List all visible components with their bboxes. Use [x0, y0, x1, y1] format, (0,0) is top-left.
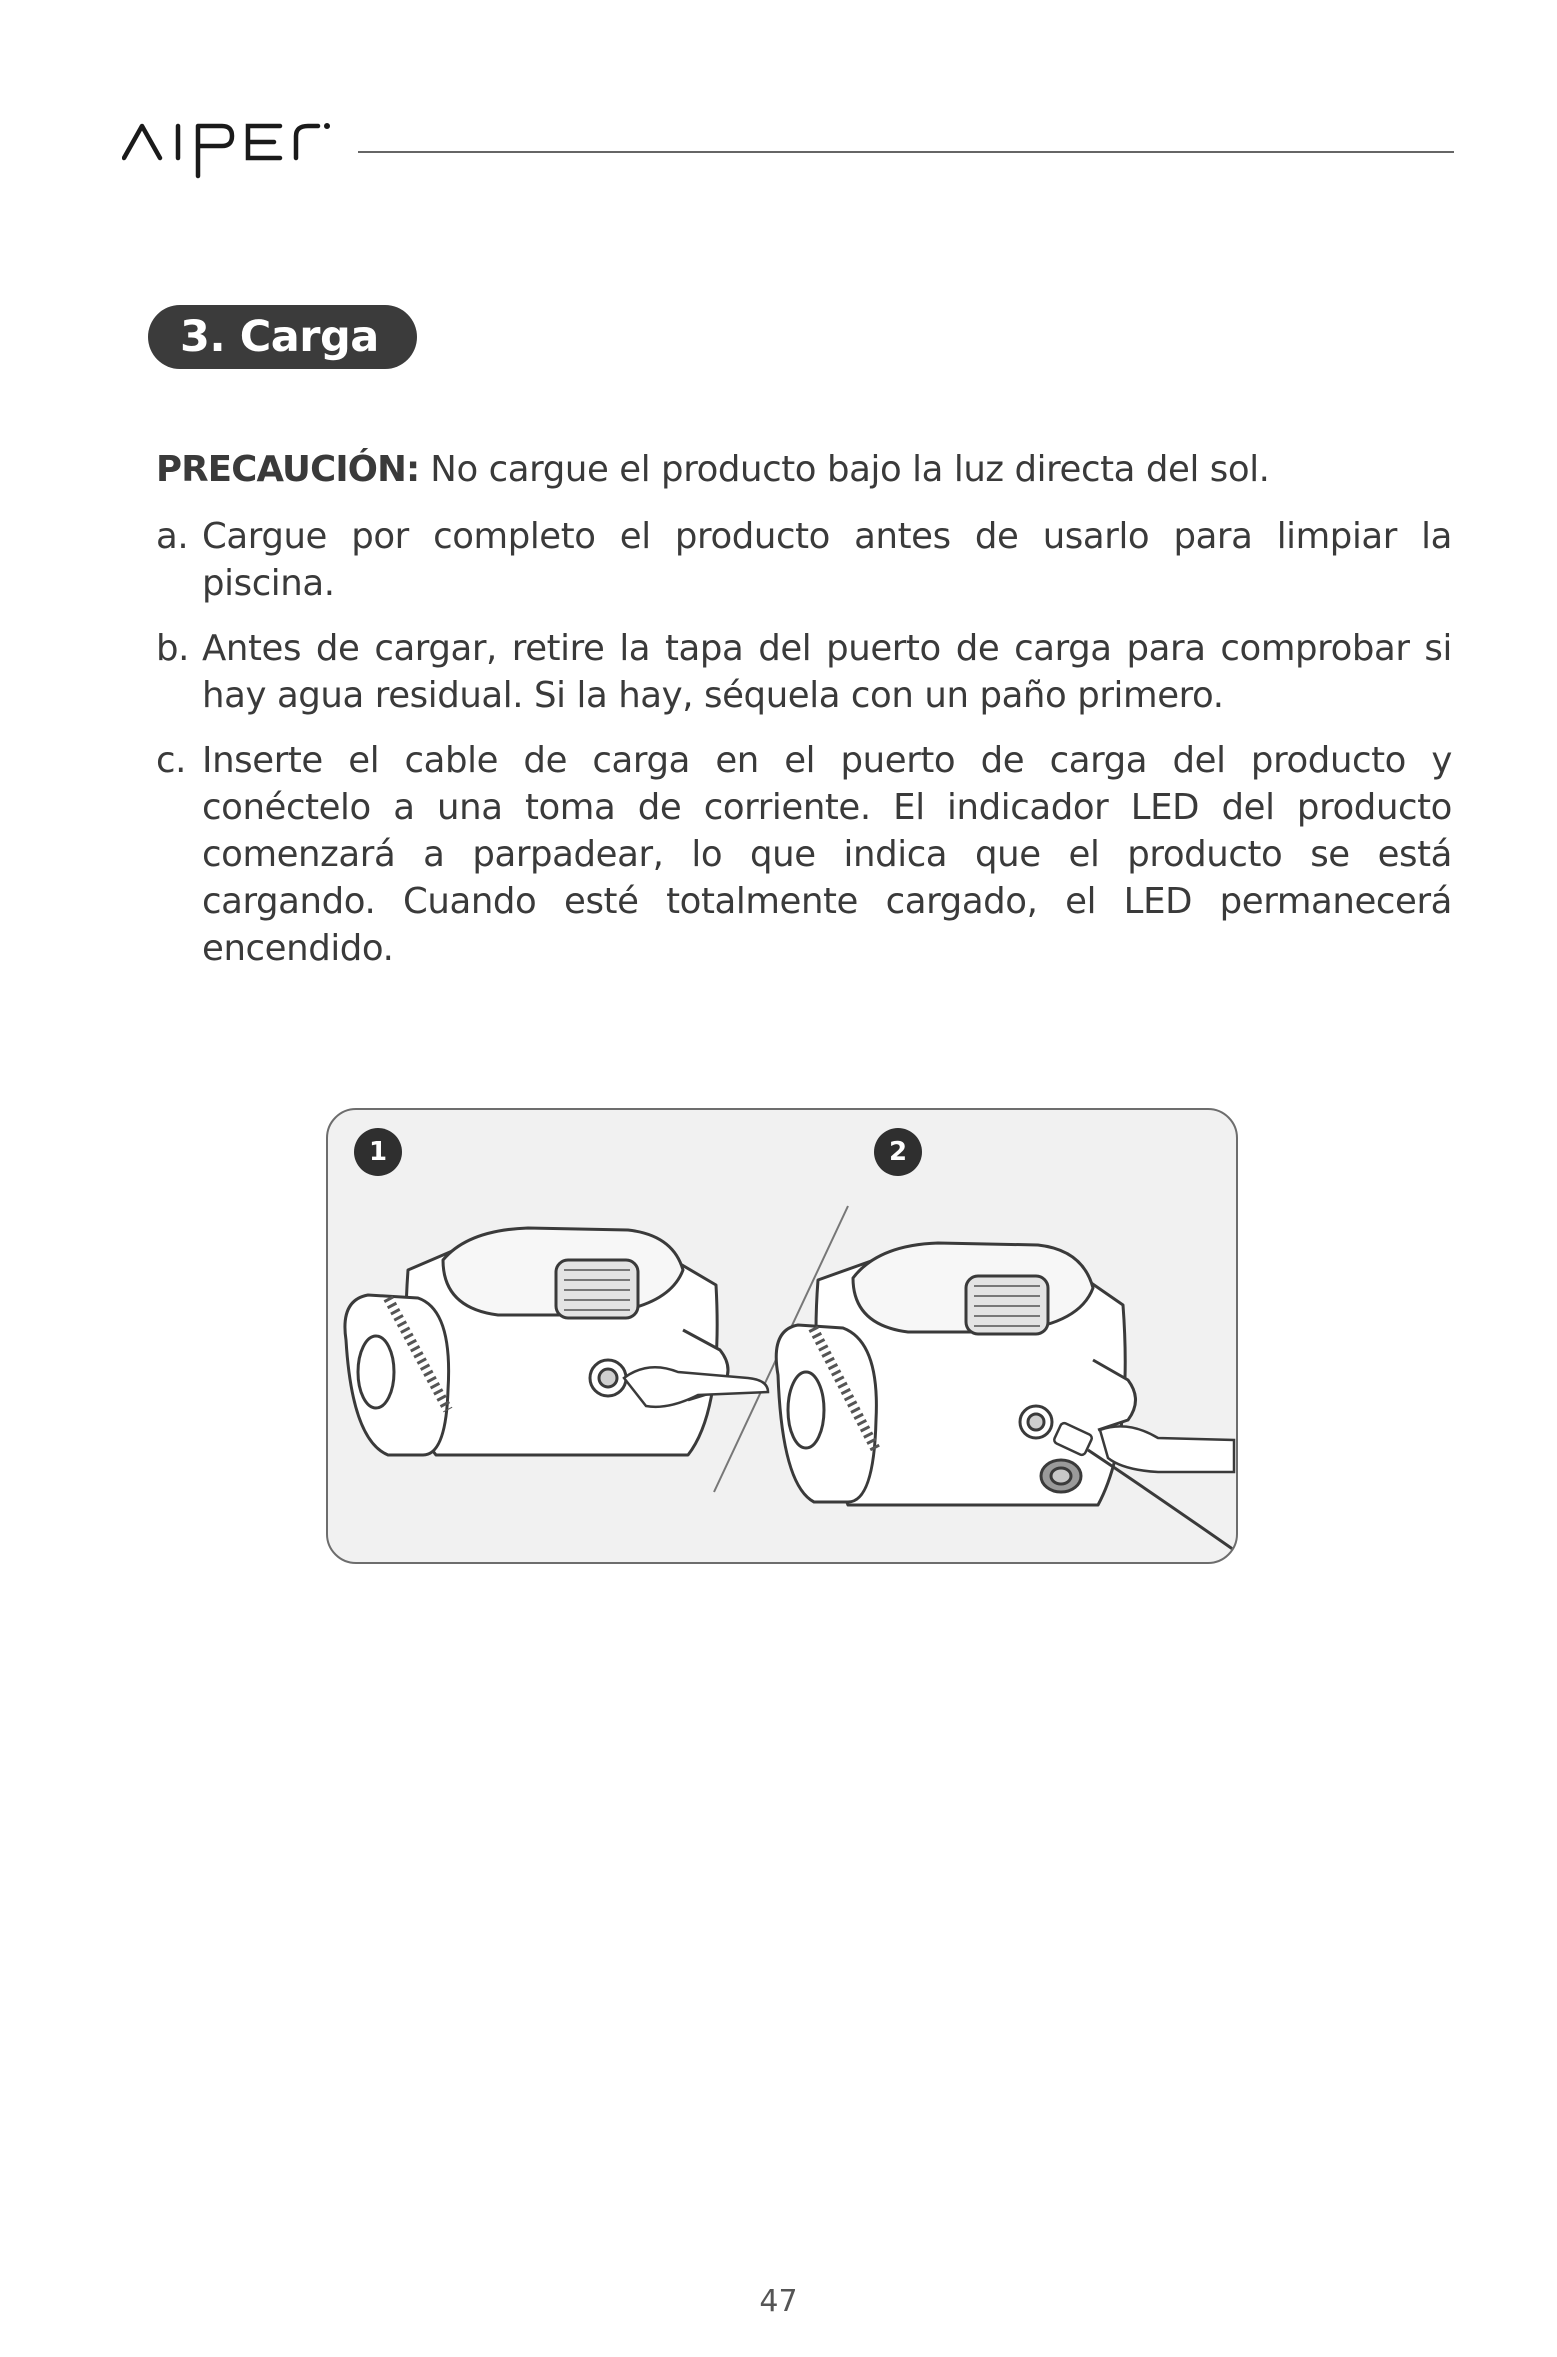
caution-text: No cargue el producto bajo la luz directa del sol. [419, 449, 1270, 490]
robot-illustration [328, 1110, 1236, 1562]
header-rule [358, 151, 1454, 153]
step-badge-2: 2 [874, 1128, 922, 1176]
brand-logo [122, 118, 332, 180]
step-item [156, 737, 1452, 972]
step-text: Cargue por completo el producto antes de usarlo para limpiar la piscina. [202, 516, 1452, 604]
instructions [156, 446, 1452, 990]
page-number: 47 [759, 2284, 798, 2319]
charging-illustration [326, 1108, 1238, 1564]
hand-icon [1100, 1426, 1234, 1472]
step-item [156, 513, 1452, 607]
robot-right-icon [776, 1243, 1135, 1505]
step-marker: c. [156, 740, 187, 781]
caution-label: PRECAUCIÓN: [156, 449, 420, 490]
step-badge-1: 1 [354, 1128, 402, 1176]
robot-left-icon [345, 1228, 728, 1455]
step-text: Antes de cargar, retire la tapa del puerto de carga para comprobar si hay agua residual. Si la hay, séquela con un paño primero. [202, 628, 1452, 716]
caution-note [156, 446, 1452, 493]
step-marker: a. [156, 516, 189, 557]
step-item [156, 625, 1452, 719]
step-marker: b. [156, 628, 190, 669]
step-text: Inserte el cable de carga en el puerto de carga del producto y conéctelo a una toma de corriente. El indicador LED del producto comenzará a parpadear, lo que indica que el producto se está cargando. Cuando esté totalmente cargado, el LED permanecerá encendido. [202, 740, 1452, 969]
section-title: 3. Carga [148, 305, 417, 369]
